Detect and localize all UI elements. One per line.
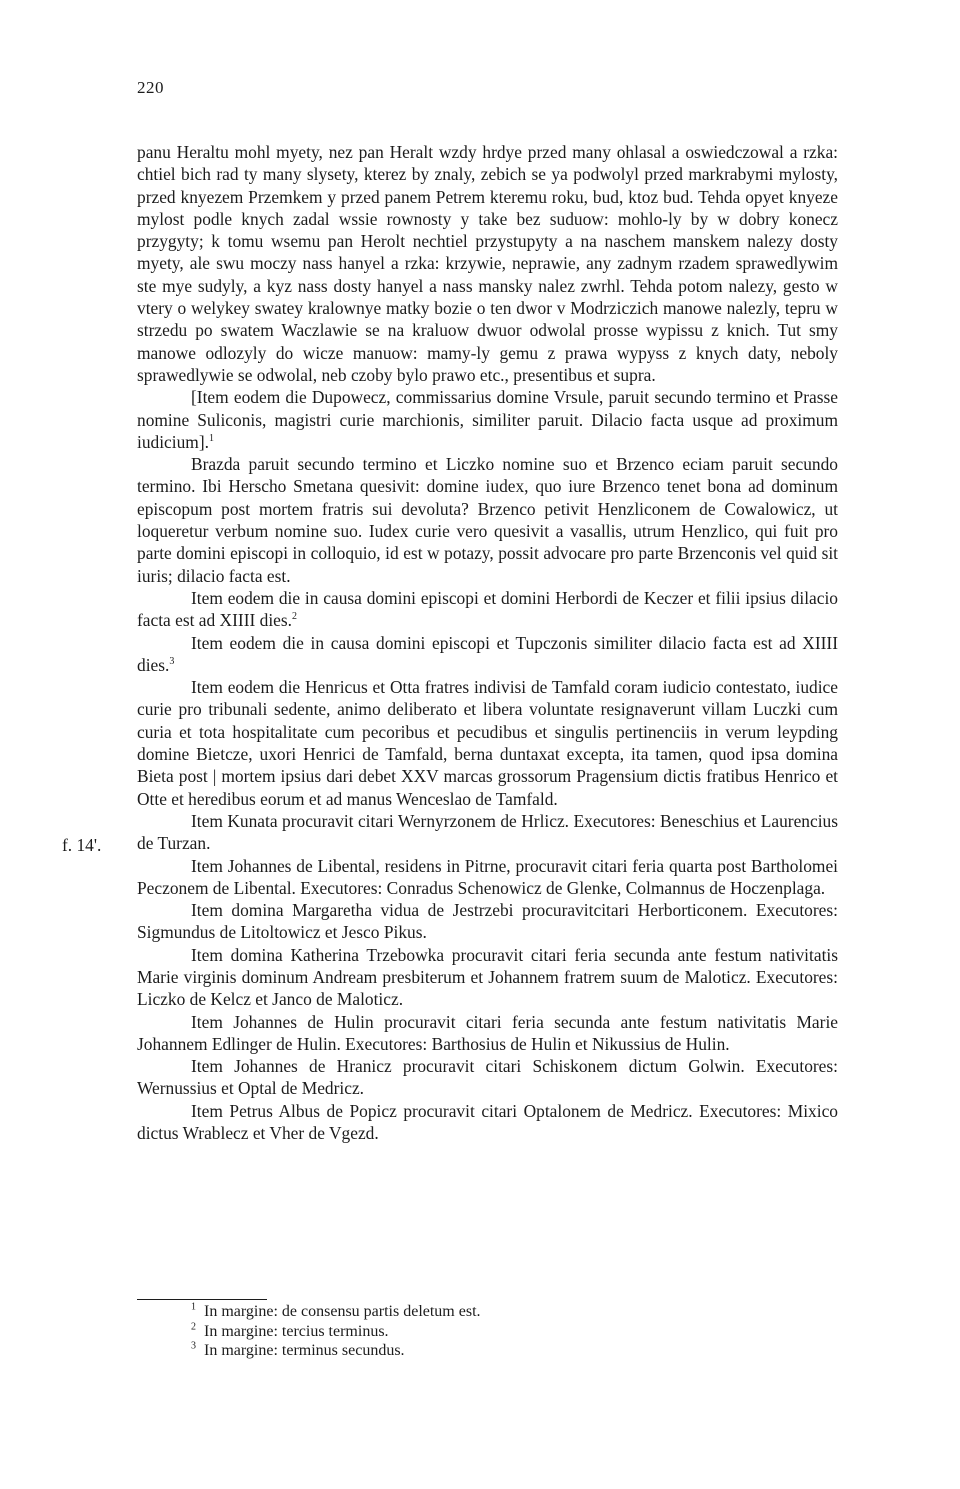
paragraph xyxy=(137,810,838,855)
paragraph xyxy=(137,899,838,944)
footnote-mark: 2 xyxy=(191,1321,196,1333)
paragraph xyxy=(137,453,838,587)
paragraph-text: panu Heraltu mohl myety, nez pan Heralt wzdy hrdye przed many ohlasal a oswiedczowal a rzka: chtiel bich rad ty many slysety, kterez by znaly, zebich se ya podwolyl przed markrabymi mylosty, przed knyezem Przemkem y przed panem Petrem kteremu roku, bud, ktoz bud. Tehda opyet knyeze mylost podle knych zadal wssie rownosty y take bez suduow: mohlo-ly by w dobry konecz przygyty; k tomu wsemu pan Herolt nechtiel przystupyty a na naschem manskem nalezy dosty myety, ale swu moczy nass hanyel a rzka: krzywie, neprawie, any zadnym rzadem sprawedlywim ste mye sudyly, a kyz nass dosty hanyel a nass mansky nalez zwrhl. Tehda potom nalezy, gesto w vtery o welykey swatey kralownye matky bozie o ten dwor v Modrziczich manowe nalezly, tepru w strzedu po swatem Waczlawie se na kraluow dwuor odwolal prosse wypissu z knich. Tut smy manowe odlozyly do wicze manuow: mamy-ly gemu z prawa wypyss z knych daty, neboly sprawedlywie se odwolal, neb czoby bylo prawo etc., presentibus et supra. xyxy=(137,142,838,385)
paragraph-text: Item eodem die in causa domini episcopi et domini Herbordi de Keczer et filii ipsius dilacio facta est ad XIIII dies. xyxy=(137,587,838,631)
margin-folio-note: f. 14'. xyxy=(62,835,102,855)
footnote-text: In margine: de consensu partis deletum est. xyxy=(204,1303,481,1320)
footnote-ref: 3 xyxy=(169,656,175,668)
footnotes xyxy=(191,1302,831,1361)
paragraph xyxy=(137,1100,838,1145)
page-number: 220 xyxy=(137,78,164,97)
paragraph-text: Item Johannes de Libental, residens in Pitrne, procuravit citari feria quarta post Bartholomei Peczonem de Libental. Executores: Conradus Schenowicz de Glenke, Colmannus de Hoczenplaga. xyxy=(137,855,838,898)
paragraph-text: Item Kunata procuravit citari Wernyrzonem de Hrlicz. Executores: Beneschius et Laurencius de Turzan. xyxy=(137,810,838,854)
paragraph-text: Brazda paruit secundo termino et Liczko nomine suo et Brzenco eciam paruit secundo termino. Ibi Herscho Smetana quesivit: domine iudex, quo iure Brzenco tenet bona ad dominum episcopum post mortem fratris sui devoluta? Brzenco petivit Henzliconem de Cowalowicz, ut loqueretur verbum nomine suo. Iudex curie vero quesivit a vasallis, utrum Henzlico, qui fuit pro parte domini episcopi in colloquio, id est w potazy, possit advocare pro parte Brzenconis vel quid sit iuris; dilacio facta est. xyxy=(137,454,838,586)
paragraph xyxy=(137,855,838,900)
footnote-mark: 1 xyxy=(191,1301,196,1313)
footnote-text: In margine: tercius terminus. xyxy=(204,1322,389,1340)
footnote-ref: 1 xyxy=(208,433,214,445)
paragraph xyxy=(137,587,838,632)
footnote xyxy=(191,1322,831,1342)
paragraph xyxy=(137,676,838,810)
paragraph xyxy=(137,632,838,677)
paragraph-text: Item Johannes de Hranicz procuravit citari Schiskonem dictum Golwin. Executores: Wernussius et Optal de Medricz. xyxy=(137,1056,838,1099)
paragraph-text: Item Petrus Albus de Popicz procuravit citari Optalonem de Medricz. Executores: Mixico dictus Wrablecz et Vher de Vgezd. xyxy=(137,1100,838,1144)
paragraph xyxy=(137,1055,838,1100)
paragraph-text: [Item eodem die Dupowecz, commissarius domine Vrsule, paruit secundo termino et Prasse nomine Suliconis, magistri curie marchionis, similiter paruit. Dilacio facta usque ad proximum iudicium]. xyxy=(137,387,838,452)
footnote-mark: 3 xyxy=(191,1340,196,1352)
paragraph xyxy=(137,944,838,1011)
footnote xyxy=(191,1302,831,1322)
paragraph xyxy=(137,141,838,386)
footnote xyxy=(191,1341,831,1361)
paragraph-text: Item Johannes de Hulin procuravit citari feria secunda ante festum nativitatis Marie Johannem Edlinger de Hulin. Executores: Barthosius de Hulin et Nikussius de Hulin. xyxy=(137,1011,838,1054)
footnote-text: In margine: terminus secundus. xyxy=(204,1342,405,1359)
paragraph xyxy=(137,1011,838,1056)
paragraph-text: Item domina Margaretha vidua de Jestrzebi procuravitcitari Herborticonem. Executores: Sigmundus de Litoltowicz et Jesco Pikus. xyxy=(137,900,838,943)
footnote-divider xyxy=(137,1299,267,1300)
paragraph xyxy=(137,386,838,453)
footnote-ref: 2 xyxy=(292,611,297,623)
body-text xyxy=(137,141,838,1144)
paragraph-text: Item eodem die in causa domini episcopi et Tupczonis similiter dilacio facta est ad XIIII dies. xyxy=(137,632,838,675)
paragraph-text: Item eodem die Henricus et Otta fratres indivisi de Tamfald coram iudicio contestato, iudice curie pro tribunali sedente, animo deliberato et libera voluntate resignaverunt villam Luczki cum curia et tota hospitalitate cum pecoribus et pecudibus et singulis pertinenciis in verum leypding domine Bietcze, uxori Henrici de Tamfald, berna duntaxat excepta, ita tamen, quod ipsa domina Bieta post | mortem ipsius dari debet XXV marcas grossorum Pragensium dictis fratibus Henrico et Otte et heredibus eorum et ad manus Wenceslao de Tamfald. xyxy=(137,677,838,809)
paragraph-text: Item domina Katherina Trzebowka procuravit citari feria secunda ante festum nativitatis Marie virginis dominum Andream presbiterum et Johannem fratrem suum de Maloticz. Executores: Liczko de Kelcz et Janco de Maloticz. xyxy=(137,944,838,1010)
